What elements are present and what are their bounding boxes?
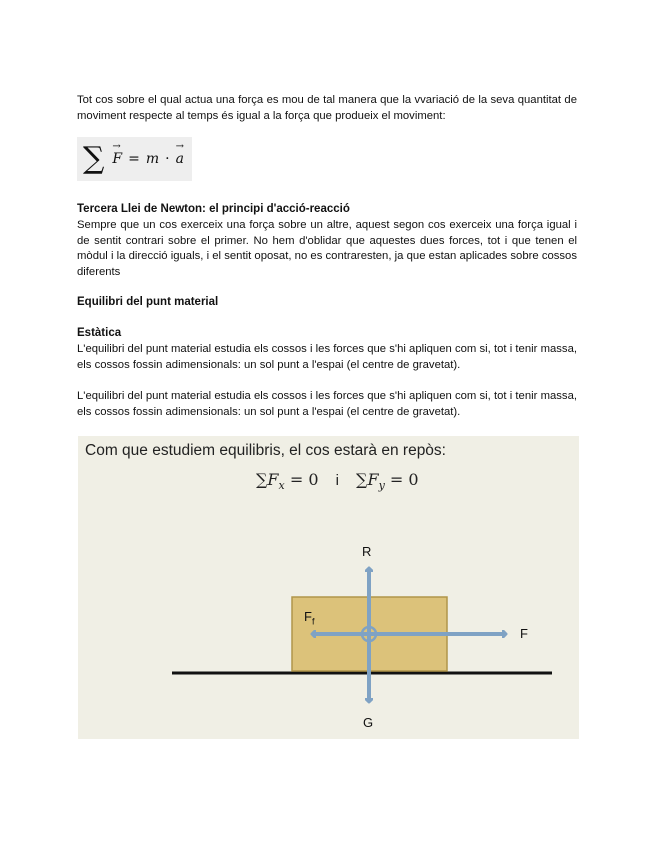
label-Ff-main: F bbox=[304, 609, 312, 624]
acceleration-vector: → a bbox=[176, 151, 184, 167]
statics-paragraph-1: L'equilibri del punt material estudia els cossos i les forces que s'hi apliquen com si, tot i tenir massa, els cossos fossin adimensionals: un sol punt a l'espai (el centre de gravetat). bbox=[77, 343, 577, 371]
equilibrium-heading: Equilibri del punt material bbox=[77, 296, 219, 308]
third-law-heading: Tercera Llei de Newton: el principi d'acció-reacció bbox=[77, 203, 350, 215]
label-R: R bbox=[362, 544, 372, 559]
sum-symbol: ∑ bbox=[83, 141, 105, 176]
force-vector: → F bbox=[112, 151, 122, 167]
equals-zero-y: = 0 bbox=[389, 470, 419, 489]
statics-heading: Estàtica bbox=[77, 327, 122, 339]
equals-zero-x: = 0 bbox=[289, 470, 319, 489]
force-diagram bbox=[78, 436, 579, 739]
label-F: F bbox=[520, 626, 528, 641]
subscript-y: y bbox=[378, 479, 385, 493]
figure-title: Com que estudiem equilibris, el cos estarà en repòs: bbox=[85, 442, 446, 459]
conjunction-i: i bbox=[335, 472, 339, 489]
force-y-symbol: F bbox=[367, 470, 379, 489]
intro-paragraph: Tot cos sobre el qual actua una força es mou de tal manera que la vvariació de la seva quantitat de moviment respecte al temps és igual a la força que produeix el moviment: bbox=[77, 94, 577, 122]
equals-sign: = bbox=[128, 151, 140, 167]
subscript-x: x bbox=[278, 479, 285, 493]
third-law-paragraph: Sempre que un cos exerceix una força sobre un altre, aquest segon cos exerceix una força igual i de sentit contrari sobre el primer. No hem d'oblidar que aquestes dues forces, tot i que tenen el mòdul i la direcció iguals, i el sentit oposat, no es contraresten, ja que estan aplicades sobre cossos diferents bbox=[77, 219, 577, 278]
force-x-symbol: F bbox=[267, 470, 279, 489]
sum-symbol-y: ∑ bbox=[356, 470, 368, 489]
sum-symbol-x: ∑ bbox=[256, 470, 268, 489]
label-G: G bbox=[363, 715, 374, 730]
label-Ff-subscript: f bbox=[311, 616, 315, 627]
newton-second-law-formula bbox=[77, 137, 192, 181]
equilibrium-figure bbox=[78, 436, 579, 739]
label-Ff bbox=[304, 609, 314, 627]
statics-paragraph-2: L'equilibri del punt material estudia els cossos i les forces que s'hi apliquen com si, tot i tenir massa, els cossos fossin adimensionals: un sol punt a l'espai (el centre de gravetat). bbox=[77, 390, 577, 418]
mass-symbol: m bbox=[145, 151, 160, 167]
dot-operator: · bbox=[165, 151, 170, 167]
